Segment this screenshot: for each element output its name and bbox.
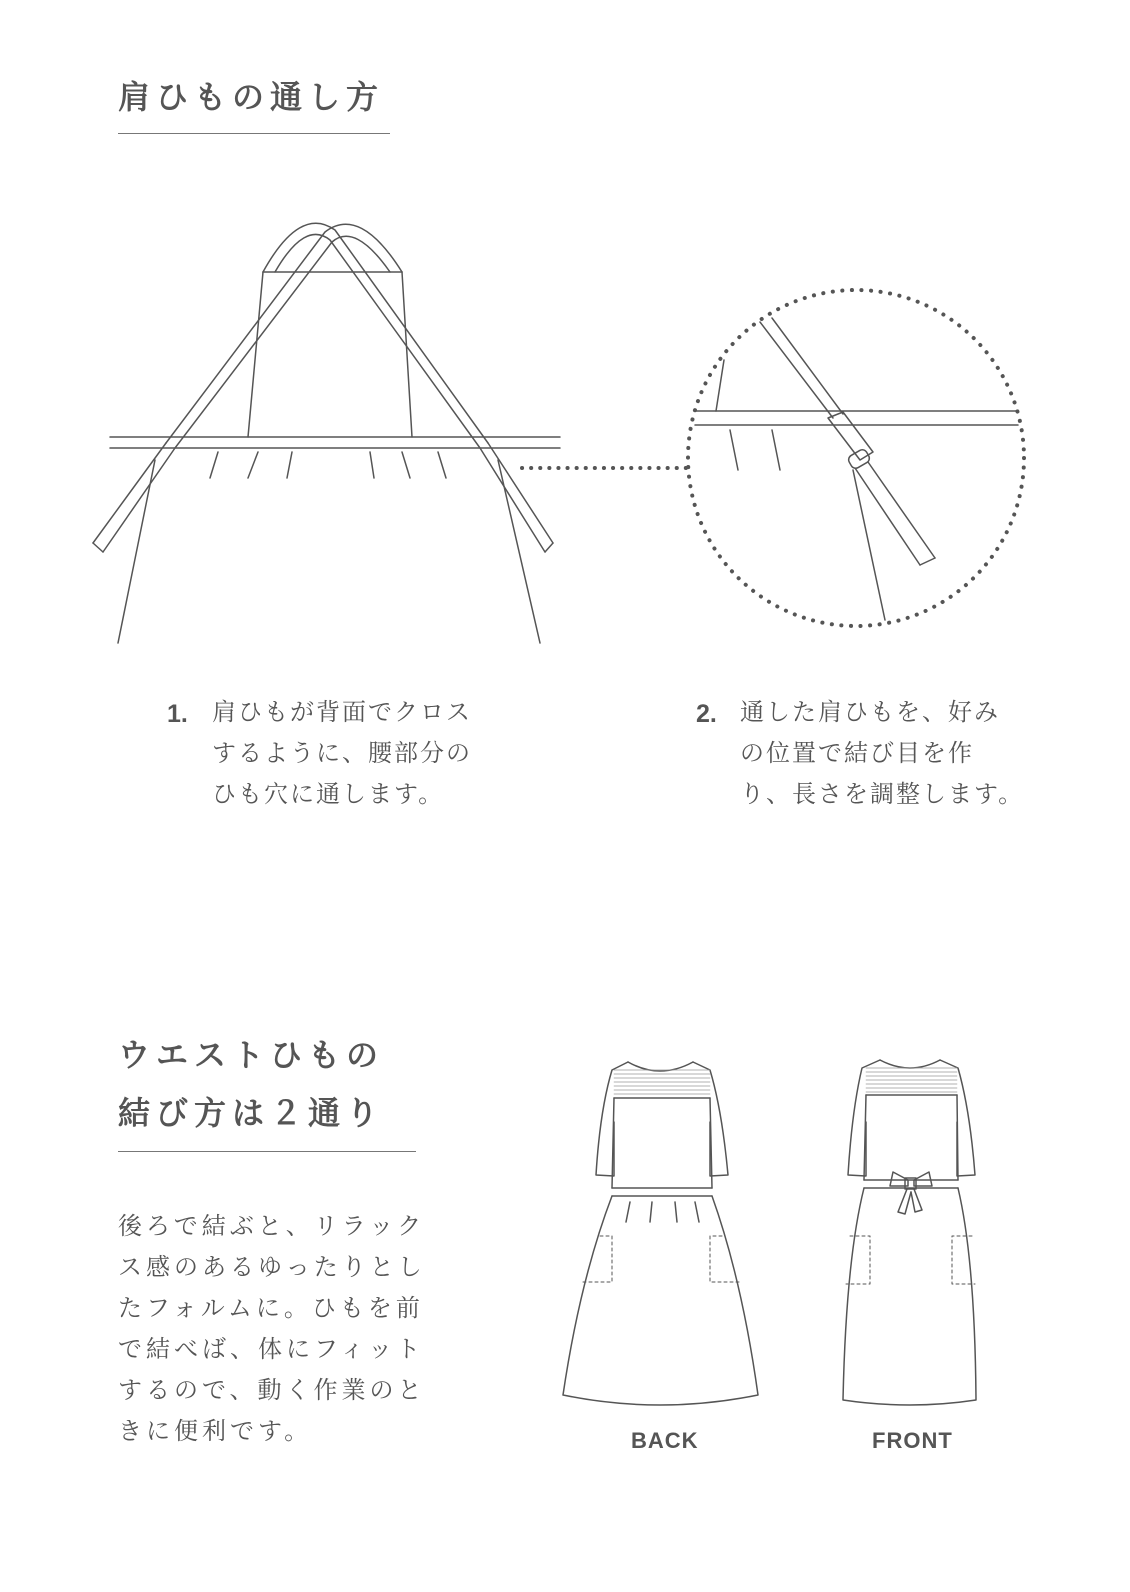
body-line: ス感のあるゆったりとし xyxy=(118,1253,426,1281)
section2-title-line1: ウエストひもの xyxy=(118,1036,385,1074)
body-line: で結べば、体にフィット xyxy=(118,1335,425,1363)
body-line: たフォルムに。ひもを前 xyxy=(118,1294,424,1322)
strap-crossing-illustration xyxy=(93,223,560,643)
step2-number: 2. xyxy=(696,700,717,728)
step2-line: り、長さを調整します。 xyxy=(740,780,1025,808)
section1-title: 肩ひもの通し方 xyxy=(118,78,385,116)
step2-line: 通した肩ひもを、好み xyxy=(740,698,1000,726)
front-dress-illustration xyxy=(843,1060,976,1405)
back-caption: BACK xyxy=(631,1428,699,1453)
step1-number: 1. xyxy=(167,700,188,728)
knot-detail-illustration xyxy=(688,290,1024,626)
step1-line: 肩ひもが背面でクロス xyxy=(212,698,472,726)
back-dress-illustration xyxy=(563,1062,758,1405)
step1-line: するように、腰部分の xyxy=(212,739,472,767)
body-line: するので、動く作業のと xyxy=(118,1376,426,1404)
step1-line: ひも穴に通します。 xyxy=(212,780,445,808)
section2-title-rule xyxy=(118,1151,416,1152)
body-line: 後ろで結ぶと、リラック xyxy=(118,1212,426,1240)
step2-line: の位置で結び目を作 xyxy=(740,739,974,767)
step1-text xyxy=(212,692,472,815)
body-line: きに便利です。 xyxy=(118,1417,313,1445)
section2-body xyxy=(118,1206,438,1452)
section2-title-line2: 結び方は２通り xyxy=(118,1094,385,1132)
step2-text xyxy=(740,692,1024,815)
front-caption: FRONT xyxy=(872,1428,953,1453)
